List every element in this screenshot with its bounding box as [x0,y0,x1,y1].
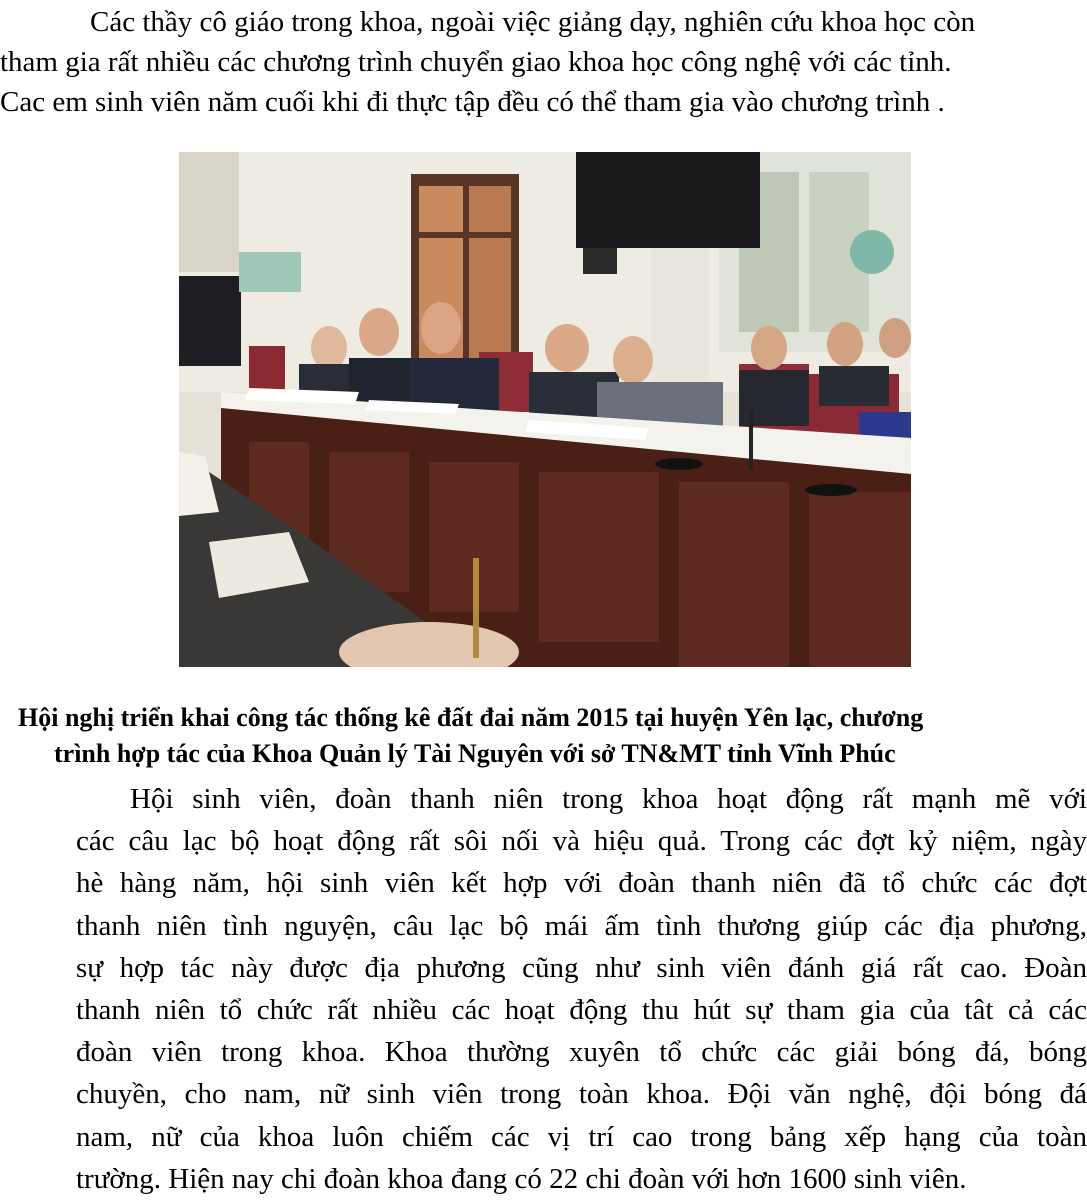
intro-line-2: tham gia rất nhiều các chương trình chuyển giao khoa học công nghệ với các tỉnh. [0,46,952,78]
caption-line-1: Hội nghị triển khai công tác thống kê đất đai năm 2015 tại huyện Yên lạc, chương [18,703,924,732]
body-paragraph [76,778,1087,1200]
caption-line-2: trình hợp tác của Khoa Quản lý Tài Nguyên với sở TN&MT tỉnh Vĩnh Phúc [54,739,896,768]
body-line-9: nam, nữ của khoa luôn chiếm các vị trí cao trong bảng xếp hạng của toàn [76,1120,1087,1153]
body-line-3: hè hàng năm, hội sinh viên kết hợp với đoàn thanh niên đã tổ chức các đợt [76,867,1087,900]
intro-paragraph [0,2,1087,122]
body-line-4: thanh niên tình nguyện, câu lạc bộ mái ấm tình thương giúp các địa phương, [76,909,1087,942]
body-line-2: các câu lạc bộ hoạt động rất sôi nối và hiệu quả. Trong các đợt kỷ niệm, ngày [76,825,1087,858]
body-line-1: Hội sinh viên, đoàn thanh niên trong khoa hoạt động rất mạnh mẽ với [130,783,1087,815]
body-line-10: trường. Hiện nay chi đoàn khoa đang có 22 chi đoàn với hơn 1600 sinh viên. [76,1162,967,1195]
meeting-photo [179,152,911,667]
body-line-6: thanh niên tổ chức rất nhiều các hoạt động thu hút sự tham gia của tât cả các [76,993,1087,1026]
intro-line-3: Cac em sinh viên năm cuối khi đi thực tập đều có thể tham gia vào chương trình . [0,86,945,118]
body-line-8: chuyền, cho nam, nữ sinh viên trong toàn khoa. Đội văn nghệ, đội bóng đá [76,1078,1087,1111]
body-line-7: đoàn viên trong khoa. Khoa thường xuyên tổ chức các giải bóng đá, bóng [76,1036,1087,1069]
photo-caption [0,700,1087,772]
intro-line-1: Các thầy cô giáo trong khoa, ngoài việc giảng dạy, nghiên cứu khoa học còn [90,6,976,38]
body-line-5: sự hợp tác này được địa phương cũng như sinh viên đánh giá rất cao. Đoàn [76,951,1087,984]
